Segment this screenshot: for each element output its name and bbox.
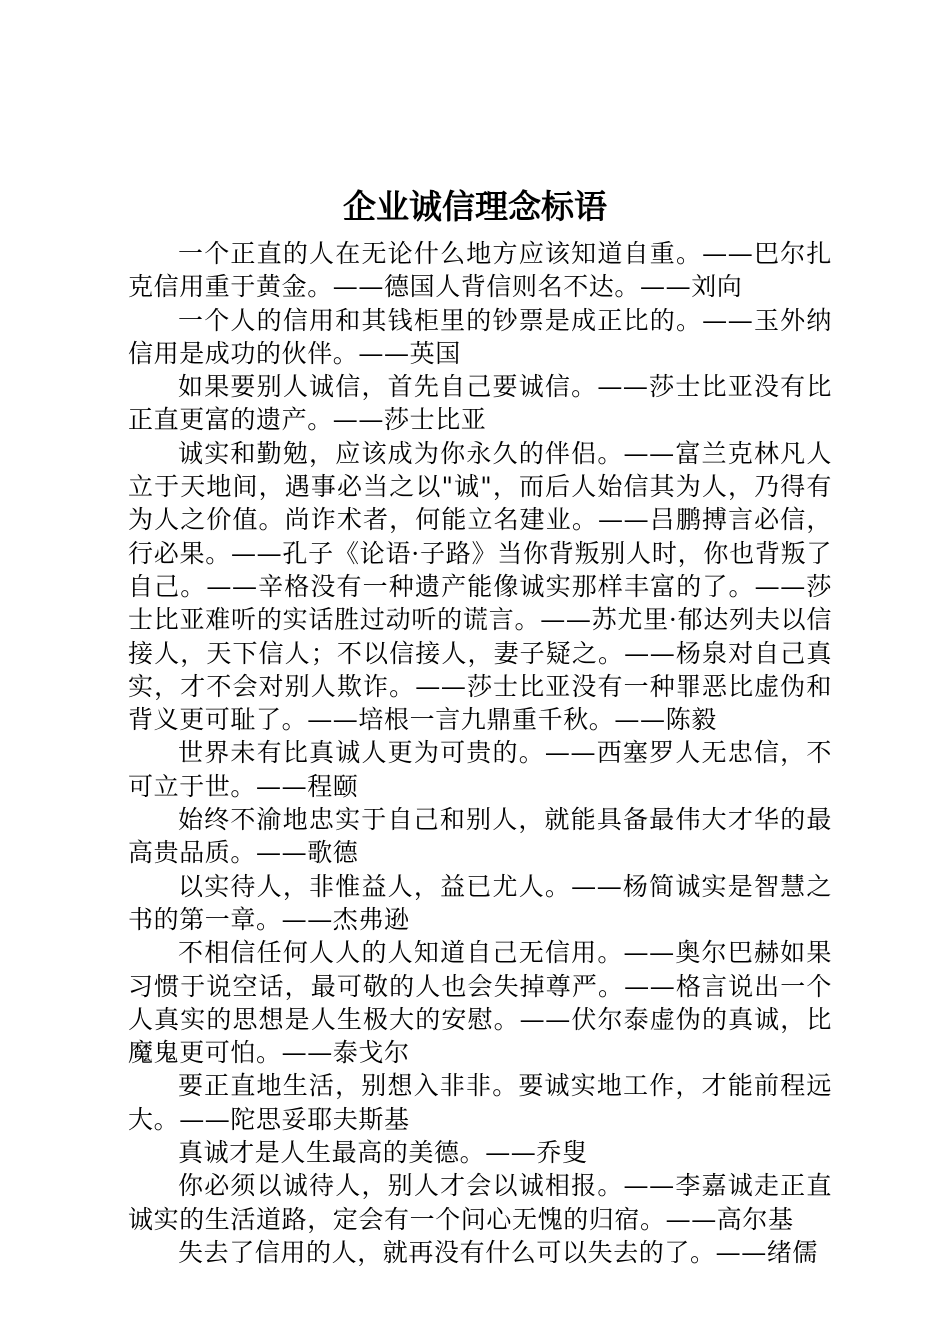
paragraph: 你必须以诚待人，别人才会以诚相报。——李嘉诚走正直诚实的生活道路，定会有一个问心无愧的归宿。——高尔基	[128, 1171, 832, 1234]
paragraph: 不相信任何人人的人知道自己无信用。——奥尔巴赫如果习惯于说空话，最可敬的人也会失掉尊严。——格言说出一个人真实的思想是人生极大的安慰。——伏尔泰虚伪的真诚，比魔鬼更可怕。——泰戈尔	[128, 938, 832, 1068]
paragraph: 一个人的信用和其钱柜里的钞票是成正比的。——玉外纳信用是成功的伙伴。——英国	[128, 305, 832, 368]
paragraph: 要正直地生活，别想入非非。要诚实地工作，才能前程远大。——陀思妥耶夫斯基	[128, 1071, 832, 1134]
paragraph: 如果要别人诚信，首先自己要诚信。——莎士比亚没有比正直更富的遗产。——莎士比亚	[128, 372, 832, 435]
paragraph: 世界未有比真诚人更为可贵的。——西塞罗人无忠信，不可立于世。——程颐	[128, 738, 832, 801]
paragraph: 始终不渝地忠实于自己和别人，就能具备最伟大才华的最高贵品质。——歌德	[128, 805, 832, 868]
paragraph: 诚实和勤勉，应该成为你永久的伴侣。——富兰克林凡人立于天地间，遇事必当之以"诚"，而后人始信其为人，乃得有为人之价值。尚诈术者，何能立名建业。——吕鹏搏言必信，行必果。——孔子《论语·子路》当你背叛别人时，你也背叛了自己。——辛格没有一种遗产能像诚实那样丰富的了。——莎士比亚难听的实话胜过动听的谎言。——苏尤里·郁达列夫以信接人，天下信人；不以信接人，妻子疑之。——杨泉对自己真实，才不会对别人欺诈。——莎士比亚没有一种罪恶比虚伪和背义更可耻了。——培根一言九鼎重千秋。——陈毅	[128, 438, 832, 735]
paragraph: 失去了信用的人，就再没有什么可以失去的了。——绪儒	[178, 1237, 819, 1267]
paragraph: 以实待人，非惟益人，益已尤人。——杨简诚实是智慧之书的第一章。——杰弗逊	[128, 871, 832, 934]
document-title: 企业诚信理念标语	[343, 187, 607, 226]
document-body	[128, 237, 832, 1269]
paragraph: 真诚才是人生最高的美德。——乔叟	[178, 1138, 588, 1168]
paragraph: 一个正直的人在无论什么地方应该知道自重。——巴尔扎克信用重于黄金。——德国人背信则名不达。——刘向	[128, 239, 832, 302]
